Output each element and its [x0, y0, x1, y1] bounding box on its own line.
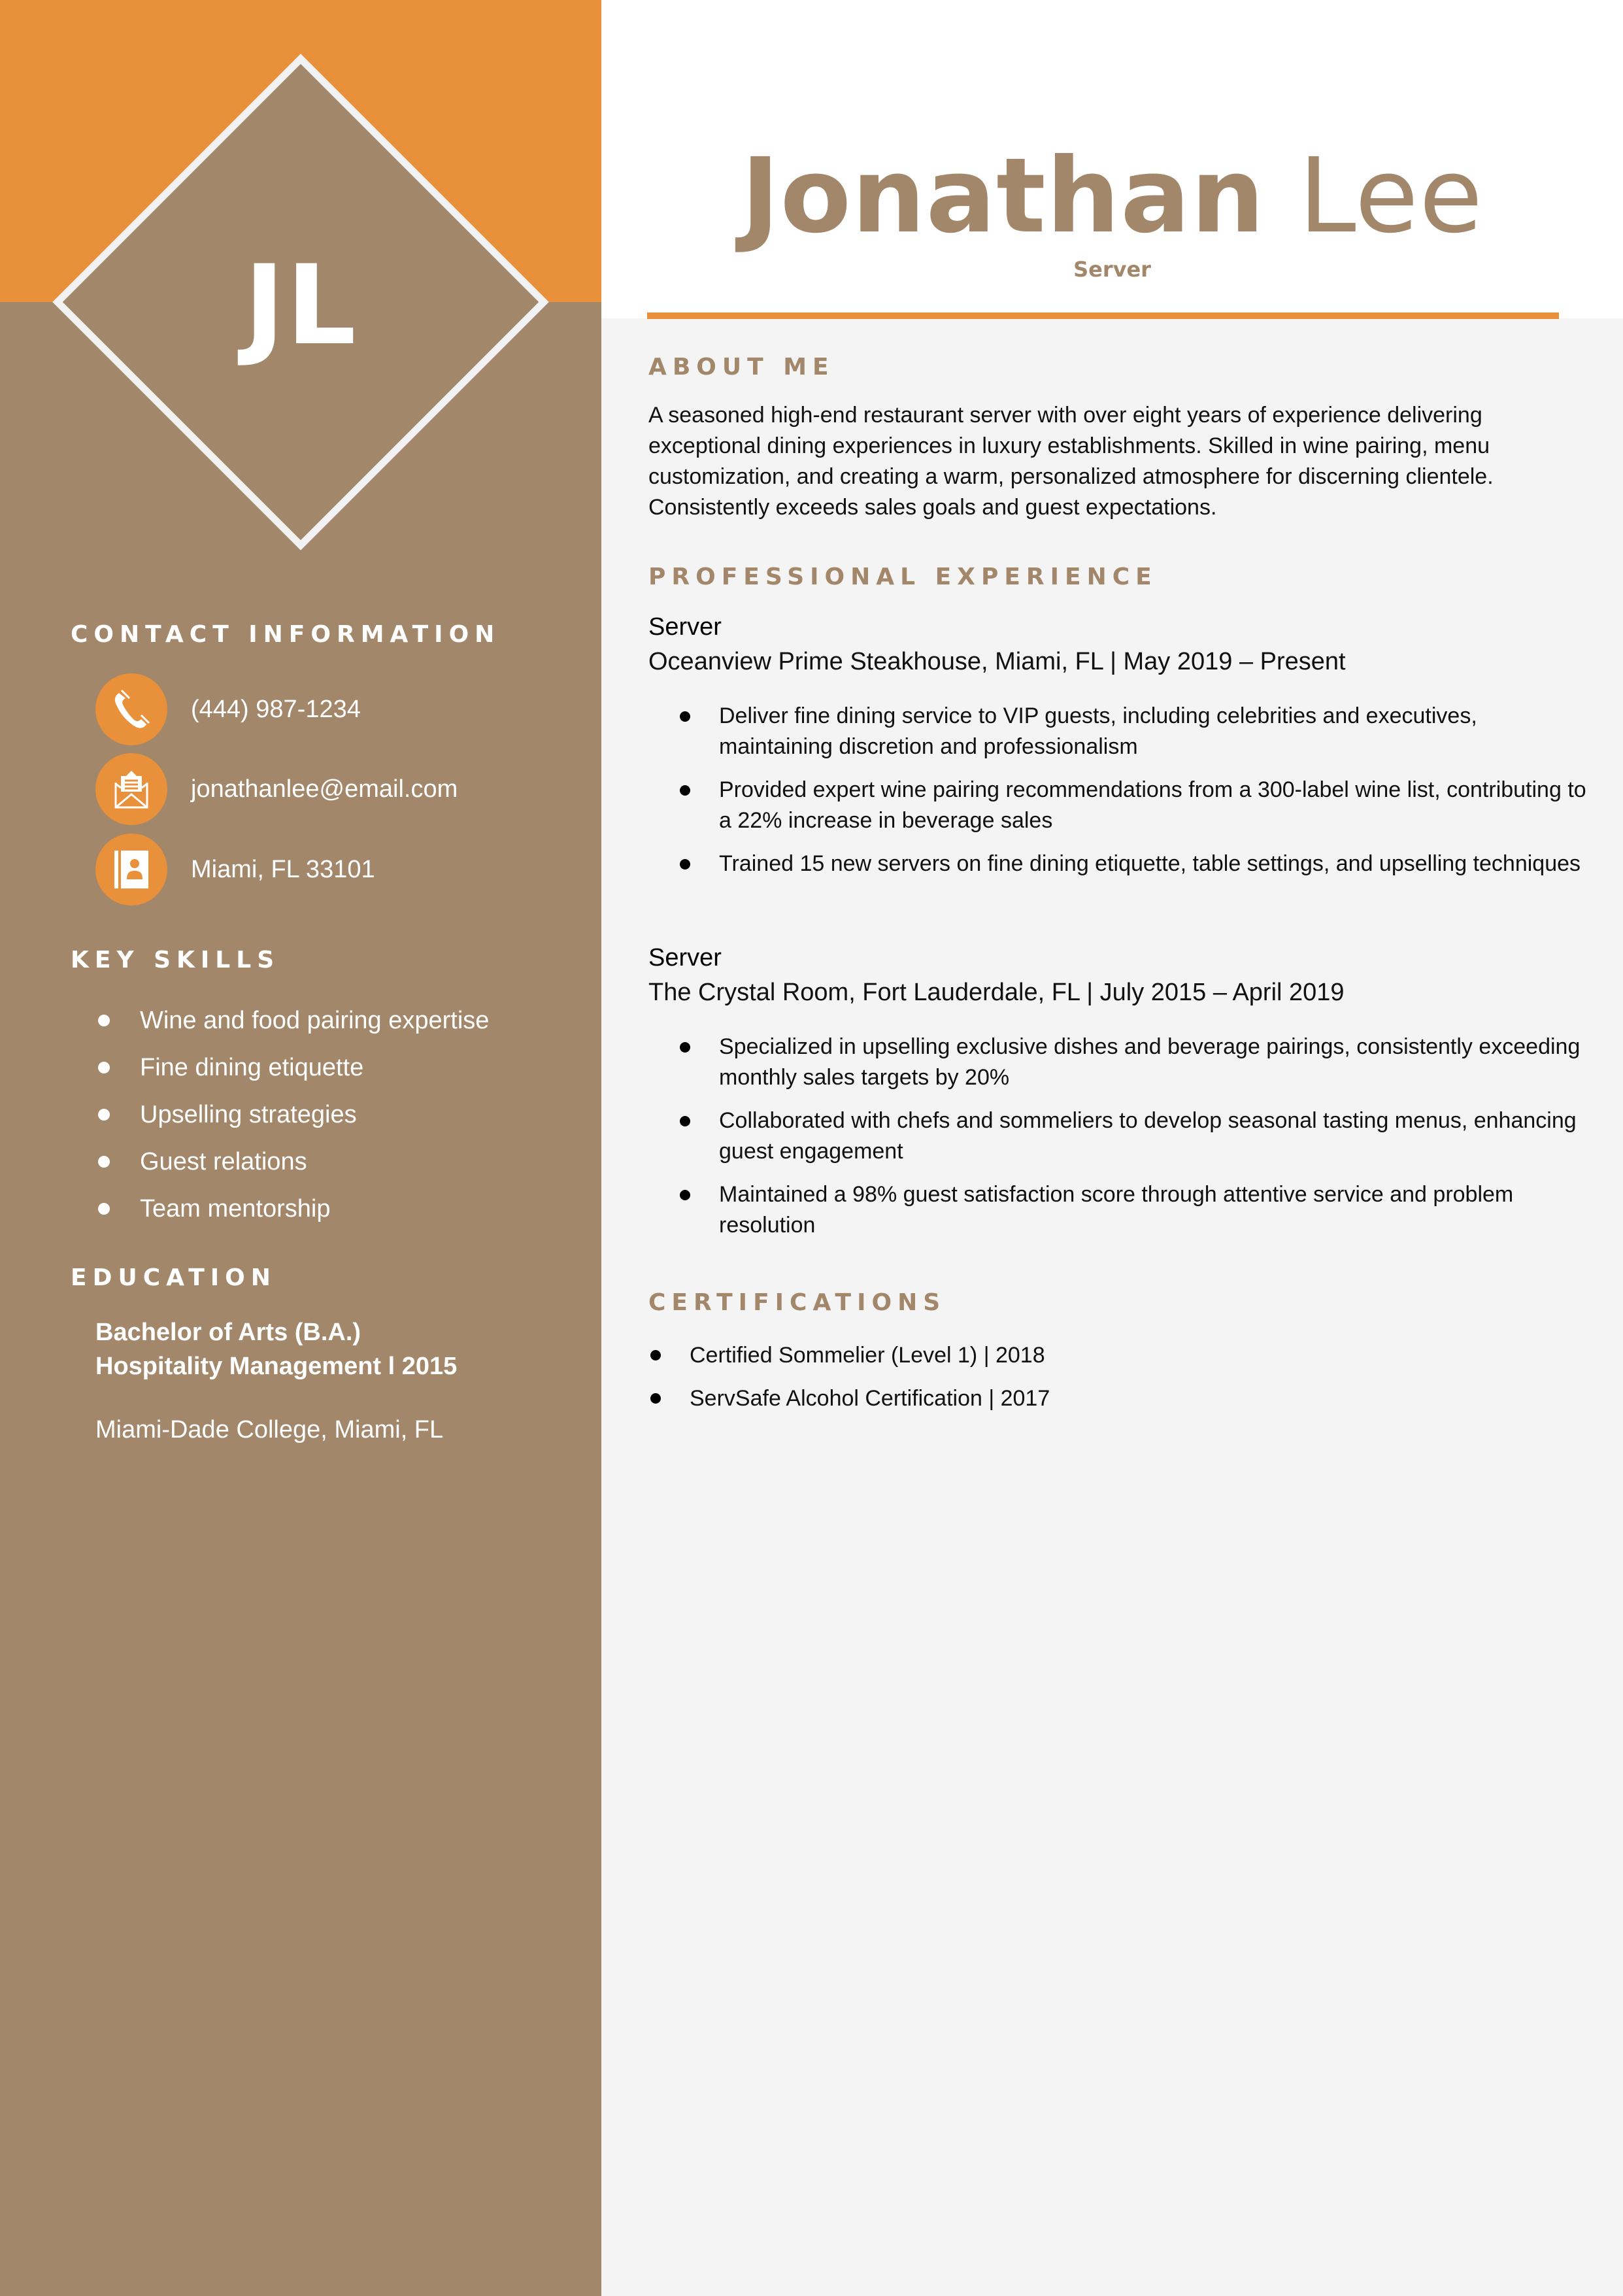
bullet-icon: [98, 1203, 110, 1215]
envelope-icon: [95, 753, 167, 825]
education-school: Miami-Dade College, Miami, FL: [95, 1416, 444, 1443]
certifications-heading: CERTIFICATIONS: [648, 1289, 946, 1316]
last-name: Lee: [1298, 136, 1484, 256]
job-meta: Oceanview Prime Steakhouse, Miami, FL | May 2019 – Present: [648, 648, 1346, 675]
bullet-icon: [98, 1109, 110, 1121]
job-meta: The Crystal Room, Fort Lauderdale, FL | July 2015 – April 2019: [648, 979, 1345, 1006]
experience-heading: PROFESSIONAL EXPERIENCE: [648, 564, 1158, 590]
bullet-icon: [680, 1190, 690, 1200]
first-name: Jonathan: [741, 136, 1265, 256]
degree-major: Hospitality Management l 2015: [95, 1353, 458, 1380]
phone-number: (444) 987-1234: [191, 695, 361, 723]
skills-heading: KEY SKILLS: [71, 947, 280, 973]
candidate-name: [601, 137, 1623, 255]
email-address: jonathanlee@email.com: [191, 775, 458, 803]
phone-icon: [95, 673, 167, 745]
about-heading: ABOUT ME: [648, 354, 835, 380]
address-book-icon: [95, 834, 167, 905]
bullet-text: Provided expert wine pairing recommendations from a 300-label wine list, contributing to a 22% increase in beverage sales: [719, 777, 1586, 833]
job-bullet: [680, 1179, 1595, 1241]
skill-text: Upselling strategies: [140, 1100, 357, 1128]
skill-item: [98, 997, 489, 1044]
monogram-initials: JL: [244, 241, 358, 369]
contact-heading: CONTACT INFORMATION: [71, 621, 501, 648]
certification-item: [650, 1334, 1050, 1377]
about-text: A seasoned high-end restaurant server with over eight years of experience delivering exceptional dining experiences in luxury establishments. Skilled in wine pairing, menu customization, and creating a warm, personalized atmosphere for discerning clientele. Consistently exceeds sales goals and guest expectations.: [648, 403, 1494, 520]
skill-text: Fine dining etiquette: [140, 1053, 364, 1081]
skills-list: [98, 997, 489, 1232]
skill-item: [98, 1044, 489, 1091]
bullet-icon: [650, 1350, 661, 1360]
certification-text: ServSafe Alcohol Certification | 2017: [690, 1386, 1050, 1411]
job-title: Server: [648, 944, 722, 971]
location: Miami, FL 33101: [191, 855, 375, 883]
degree-name: Bachelor of Arts (B.A.): [95, 1319, 361, 1346]
contact-location: [95, 834, 375, 905]
job-bullets: [680, 1032, 1595, 1253]
contact-email: [95, 753, 458, 825]
certification-text: Certified Sommelier (Level 1) | 2018: [690, 1343, 1045, 1368]
skill-text: Wine and food pairing expertise: [140, 1006, 490, 1034]
bullet-text: Specialized in upselling exclusive dishes and beverage pairings, consistently exceeding monthly sales targets by 20%: [719, 1034, 1581, 1090]
education-degree: [95, 1315, 457, 1383]
bullet-icon: [650, 1393, 661, 1404]
skill-item: [98, 1091, 489, 1138]
job-title: Server: [648, 613, 722, 641]
bullet-icon: [680, 785, 690, 796]
job-bullet: [680, 1032, 1595, 1093]
bullet-icon: [98, 1062, 110, 1073]
bullet-icon: [680, 711, 690, 722]
skill-item: [98, 1138, 489, 1185]
job-bullet: [680, 701, 1595, 762]
job-bullet: [680, 849, 1595, 879]
certification-item: [650, 1377, 1050, 1420]
bullet-icon: [98, 1015, 110, 1026]
candidate-title: Server: [1073, 257, 1151, 282]
bullet-icon: [680, 859, 690, 869]
bullet-icon: [98, 1156, 110, 1168]
certifications-list: [650, 1334, 1050, 1420]
bullet-text: Maintained a 98% guest satisfaction score through attentive service and problem resolution: [719, 1182, 1514, 1238]
job-bullets: [680, 701, 1595, 892]
job-bullet: [680, 1106, 1595, 1167]
bullet-icon: [680, 1116, 690, 1126]
job-bullet: [680, 775, 1595, 836]
bullet-icon: [680, 1042, 690, 1053]
education-heading: EDUCATION: [71, 1264, 276, 1291]
skill-text: Team mentorship: [140, 1194, 331, 1223]
bullet-text: Trained 15 new servers on fine dining etiquette, table settings, and upselling techniques: [719, 851, 1581, 876]
skill-item: [98, 1185, 489, 1232]
monogram-badge: [52, 54, 549, 550]
bullet-text: Collaborated with chefs and sommeliers to develop seasonal tasting menus, enhancing guest engagement: [719, 1108, 1577, 1164]
bullet-text: Deliver fine dining service to VIP guests, including celebrities and executives, maintaining discretion and professionalism: [719, 703, 1477, 759]
skill-text: Guest relations: [140, 1147, 307, 1175]
contact-phone: [95, 673, 361, 745]
header-divider: [647, 312, 1559, 319]
